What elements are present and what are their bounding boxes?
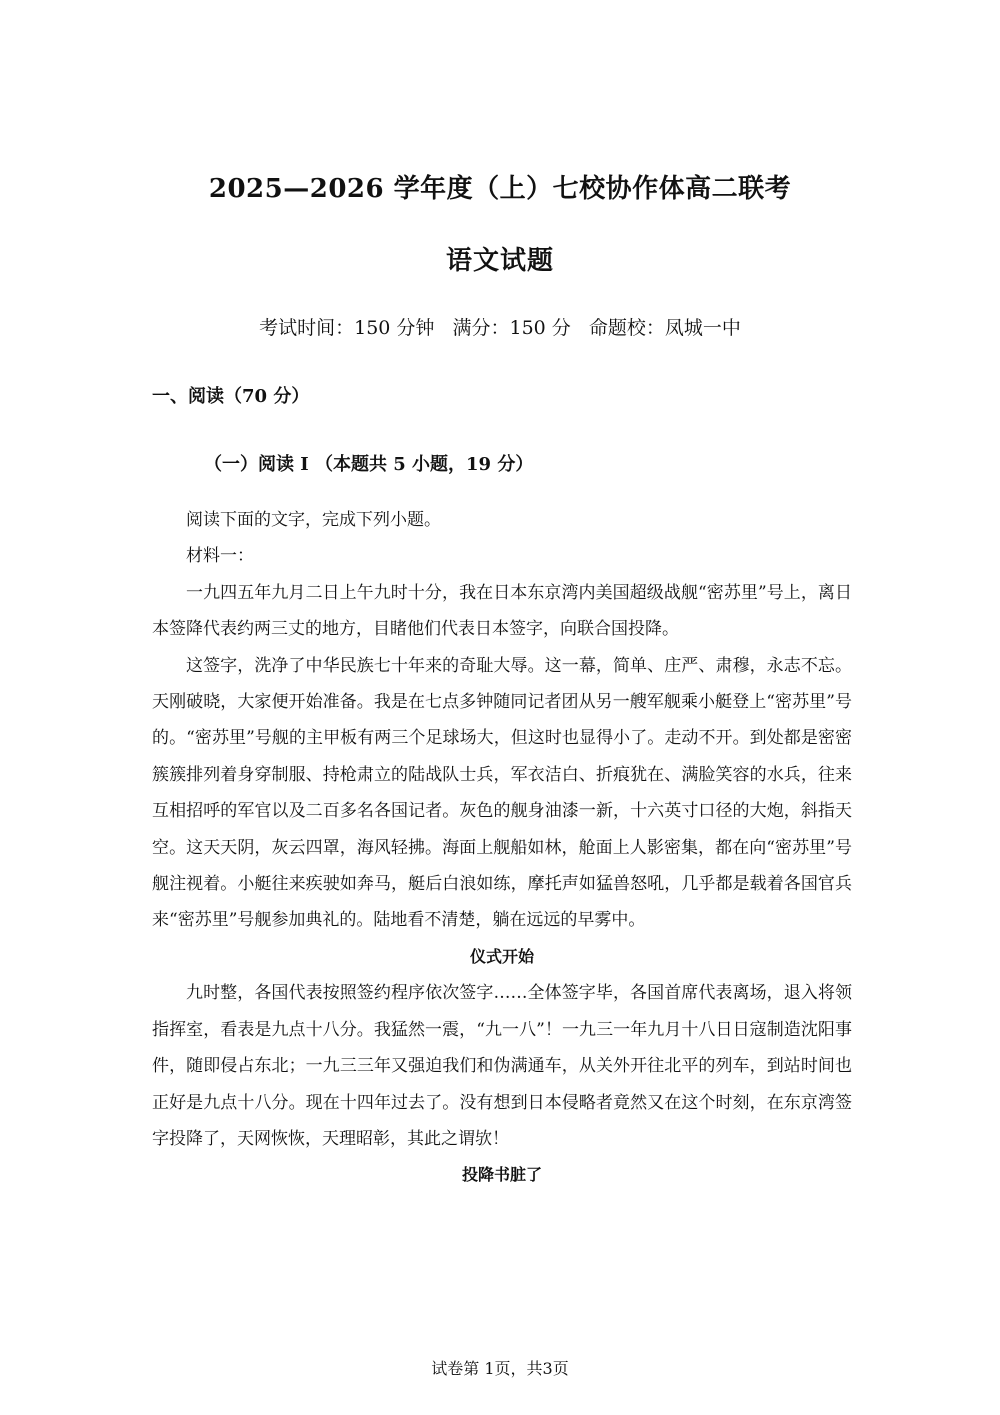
reading-passage bbox=[152, 502, 852, 1194]
instruction-text: 阅读下面的文字，完成下列小题。 bbox=[186, 510, 441, 530]
paragraph-1: 一九四五年九月二日上午九时十分，我在日本东京湾内美国超级战舰“密苏里”号上，离日本签降代表约两三丈的地方，目睹他们代表日本签字，向联合国投降。 bbox=[152, 582, 852, 640]
paragraph-2: 这签字，洗净了中华民族七十年来的奇耻大辱。这一幕，简单、庄严、肃穆，永志不忘。天刚破晓，大家便开始准备。我是在七点多钟随同记者团从另一艘军舰乘小艇登上“密苏里”号的。“密苏里”号舰的主甲板有两三个足球场大，但这时也显得小了。走动不开。到处都是密密簇簇排列着身穿制服、持枪肃立的陆战队士兵，军衣洁白、折痕犹在、满脸笑容的水兵，往来互相招呼的军官以及二百多名各国记者。灰色的舰身油漆一新，十六英寸口径的大炮，斜指天空。这天天阴，灰云四罩，海风轻拂。海面上舰船如林，舱面上人影密集，都在向“密苏里”号舰注视着。小艇往来疾驶如奔马，艇后白浪如练，摩托声如猛兽怒吼，几乎都是载着各国官兵来“密苏里”号舰参加典礼的。陆地看不清楚，躺在远远的早雾中。 bbox=[152, 655, 852, 931]
setting-school: 命题校：凤城一中 bbox=[588, 317, 741, 339]
passage-subheading-ceremony: 仪式开始 bbox=[469, 946, 534, 966]
passage-subheading-document: 投降书脏了 bbox=[461, 1165, 542, 1185]
exam-time: 考试时间：150 分钟 bbox=[259, 317, 435, 339]
exam-title: 2025—2026 学年度（上）七校协作体高二联考 bbox=[208, 174, 792, 204]
page-footer: 试卷第 1页，共3页 bbox=[431, 1359, 569, 1378]
paragraph-3: 九时整，各国代表按照签约程序依次签字……全体签字毕，各国首席代表离场，退入将领指挥室，看表是九点十八分。我猛然一震，“九一八”！一九三一年九月十八日日寇制造沈阳事件，随即侵占东北；一九三三年又强迫我们和伪满通车，从关外开往北平的列车，到站时间也正好是九点十八分。现在十四年过去了。没有想到日本侵略者竟然又在这个时刻，在东京湾签字投降了，天网恢恢，天理昭彰，其此之谓欤！ bbox=[152, 983, 852, 1149]
material-label: 材料一： bbox=[186, 546, 254, 567]
exam-subject-title: 语文试题 bbox=[445, 246, 554, 276]
section-heading: 一、阅读（70 分） bbox=[152, 386, 310, 407]
full-score: 满分：150 分 bbox=[452, 317, 571, 339]
subsection-heading: （一）阅读 I （本题共 5 小题，19 分） bbox=[204, 454, 534, 475]
exam-info-line bbox=[0, 313, 1000, 340]
